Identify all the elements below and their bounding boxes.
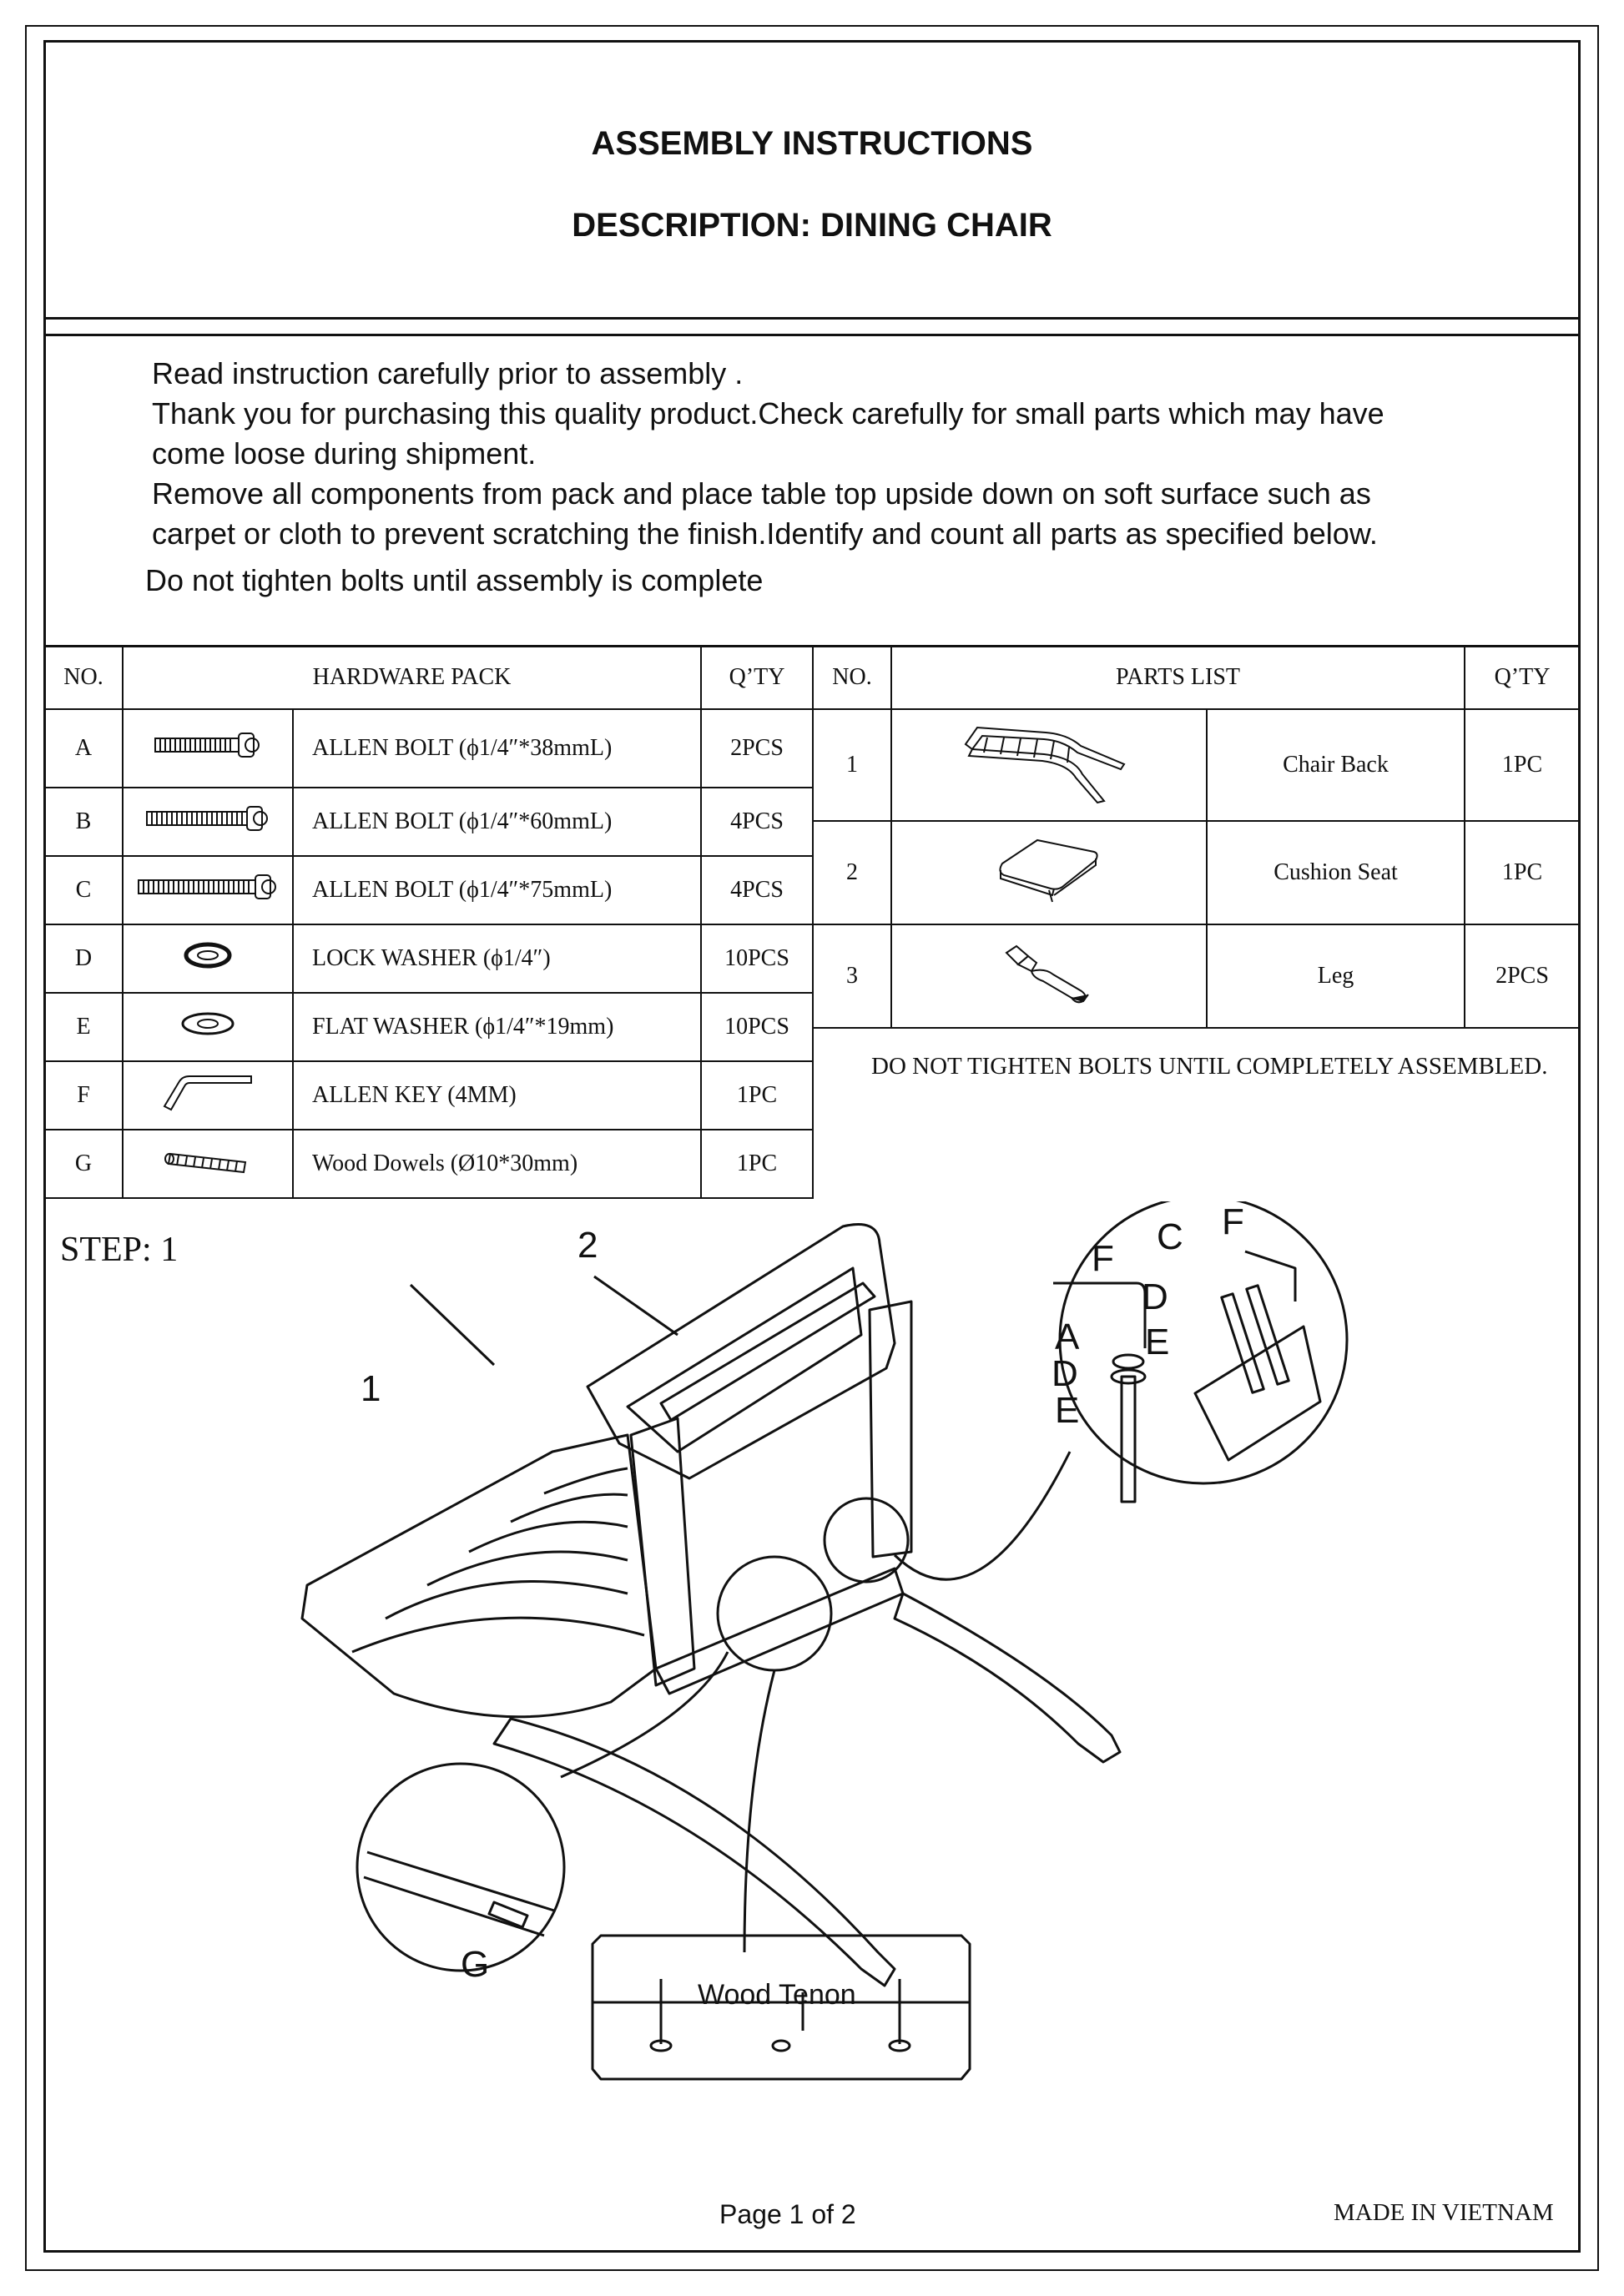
- detail-label-e: E: [1055, 1390, 1080, 1431]
- row-no: 1: [813, 709, 891, 821]
- rear-leg-curve: [494, 1719, 895, 1986]
- intro-line: Remove all components from pack and place table top upside down on soft surface such as: [152, 476, 1371, 511]
- row-qty: 1PC: [1465, 709, 1580, 821]
- table-header-row: [813, 646, 1580, 709]
- table-row: [44, 924, 813, 993]
- rail-edge: [367, 1852, 554, 1911]
- dowel-callout-circle: [718, 1557, 831, 1670]
- intro-line: come loose during shipment.: [152, 436, 537, 471]
- chair-back-slat: [386, 1581, 628, 1619]
- chair-back-slat: [469, 1522, 628, 1552]
- table-row: [44, 856, 813, 924]
- bolt-detail-shaft: [1122, 1377, 1135, 1502]
- col-header-no: NO.: [813, 646, 891, 709]
- intro-line: Thank you for purchasing this quality product.Check carefully for small parts which may have: [152, 396, 1384, 430]
- table-row: [813, 821, 1580, 924]
- row-part-name: Cushion Seat: [1207, 821, 1465, 924]
- row-no: A: [44, 709, 123, 788]
- hardware-pack-table: [43, 645, 814, 1199]
- col-header-parts: PARTS LIST: [891, 646, 1465, 709]
- row-description: Wood Dowels (Ø10*30mm): [293, 1130, 701, 1198]
- allen-key-icon: [123, 1061, 293, 1130]
- col-header-qty: Q’TY: [1465, 646, 1580, 709]
- detail-label-a: A: [1055, 1317, 1080, 1357]
- table-row: [44, 709, 813, 788]
- washer-detail: [1113, 1355, 1143, 1368]
- row-qty: 10PCS: [701, 993, 813, 1061]
- row-description: LOCK WASHER (ϕ1/4″): [293, 924, 701, 993]
- row-qty: 4PCS: [701, 856, 813, 924]
- row-qty: 1PC: [1465, 821, 1580, 924]
- intro-warning: Do not tighten bolts until assembly is complete: [145, 563, 764, 597]
- table-header-row: [44, 646, 813, 709]
- row-no: 2: [813, 821, 891, 924]
- row-qty: 10PCS: [701, 924, 813, 993]
- intro-line: carpet or cloth to prevent scratching the finish.Identify and count all parts as specified below.: [152, 516, 1378, 551]
- wood-tenon-label: Wood Tenon: [698, 1979, 856, 2011]
- leg-icon: [891, 924, 1207, 1028]
- page-title: ASSEMBLY INSTRUCTIONS: [591, 125, 1033, 162]
- row-description: ALLEN BOLT (ϕ1/4″*75mmL): [293, 856, 701, 924]
- allen-key-detail: [1245, 1251, 1295, 1302]
- part-callout-1: 1: [361, 1368, 381, 1409]
- row-no: F: [44, 1061, 123, 1130]
- page-number: Page 1 of 2: [719, 2199, 856, 2229]
- rail-edge: [364, 1877, 544, 1936]
- bolt-detail-shaft: [1247, 1286, 1289, 1384]
- chair-back-icon: [891, 709, 1207, 821]
- bolt-medium-icon: [123, 788, 293, 856]
- row-description: FLAT WASHER (ϕ1/4″*19mm): [293, 993, 701, 1061]
- row-no: D: [44, 924, 123, 993]
- tightening-note: DO NOT TIGHTEN BOLTS UNTIL COMPLETELY ASSEMBLED.: [871, 1053, 1548, 1080]
- seat-frame: [588, 1225, 895, 1479]
- row-qty: 1PC: [701, 1130, 813, 1198]
- bolt-detail-shaft: [1222, 1294, 1263, 1392]
- front-leg-curve: [895, 1594, 1120, 1762]
- product-description: DESCRIPTION: DINING CHAIR: [572, 207, 1052, 244]
- leader-line: [411, 1285, 494, 1365]
- detail-label-g: G: [461, 1944, 490, 1985]
- detail-label-e: E: [1145, 1322, 1170, 1362]
- row-description: ALLEN BOLT (ϕ1/4″*38mmL): [293, 709, 701, 788]
- col-header-qty: Q’TY: [701, 646, 813, 709]
- chair-back-slat: [427, 1552, 628, 1585]
- table-row: [44, 1130, 813, 1198]
- leader-line: [594, 1276, 678, 1335]
- row-no: G: [44, 1130, 123, 1198]
- chair-back-frame: [302, 1435, 656, 1717]
- row-part-name: Chair Back: [1207, 709, 1465, 821]
- detail-label-d: D: [1142, 1276, 1168, 1317]
- bolt-long-icon: [123, 856, 293, 924]
- col-header-no: NO.: [44, 646, 123, 709]
- chair-back-slat: [511, 1494, 628, 1522]
- seat-rail: [661, 1283, 875, 1420]
- wood-dowel-icon: [123, 1130, 293, 1198]
- row-qty: 2PCS: [1465, 924, 1580, 1028]
- row-no: B: [44, 788, 123, 856]
- bracket-plate: [1195, 1327, 1320, 1460]
- chair-back-rail: [352, 1618, 644, 1652]
- row-no: C: [44, 856, 123, 924]
- parts-list-table: [812, 645, 1581, 1029]
- col-header-hardware: HARDWARE PACK: [123, 646, 701, 709]
- lock-washer-icon: [123, 924, 293, 993]
- step-label: STEP: 1: [60, 1231, 179, 1269]
- leader-line: [561, 1652, 728, 1777]
- row-qty: 4PCS: [701, 788, 813, 856]
- cushion-seat-icon: [891, 821, 1207, 924]
- row-description: ALLEN KEY (4MM): [293, 1061, 701, 1130]
- made-in-label: MADE IN VIETNAM: [1334, 2199, 1554, 2226]
- row-qty: 2PCS: [701, 709, 813, 788]
- intro-text: [152, 354, 1384, 554]
- chair-back-slat: [544, 1468, 628, 1493]
- header-divider-bottom: [43, 334, 1581, 336]
- header-divider-top: [43, 317, 1581, 320]
- table-row: [813, 924, 1580, 1028]
- row-part-name: Leg: [1207, 924, 1465, 1028]
- intro-line: Read instruction carefully prior to assembly .: [152, 356, 744, 390]
- bracket-callout-circle: [825, 1498, 908, 1582]
- table-row: [44, 788, 813, 856]
- detail-label-d: D: [1052, 1353, 1078, 1394]
- leader-line: [895, 1452, 1070, 1579]
- dowel-detail-circle: [357, 1764, 564, 1971]
- tenon-hole: [773, 2041, 789, 2051]
- row-no: 3: [813, 924, 891, 1028]
- row-description: ALLEN BOLT (ϕ1/4″*60mmL): [293, 788, 701, 856]
- table-row: [813, 709, 1580, 821]
- detail-label-c: C: [1157, 1216, 1183, 1257]
- table-row: [44, 1061, 813, 1130]
- part-callout-2: 2: [577, 1225, 598, 1266]
- leader-line: [744, 1670, 774, 1952]
- row-no: E: [44, 993, 123, 1061]
- row-qty: 1PC: [701, 1061, 813, 1130]
- front-leg-right: [870, 1302, 911, 1557]
- flat-washer-icon: [123, 993, 293, 1061]
- front-leg-left: [631, 1418, 694, 1685]
- detail-label-f: F: [1092, 1238, 1114, 1279]
- bolt-short-icon: [123, 709, 293, 788]
- table-row: [44, 993, 813, 1061]
- detail-label-f: F: [1222, 1201, 1244, 1242]
